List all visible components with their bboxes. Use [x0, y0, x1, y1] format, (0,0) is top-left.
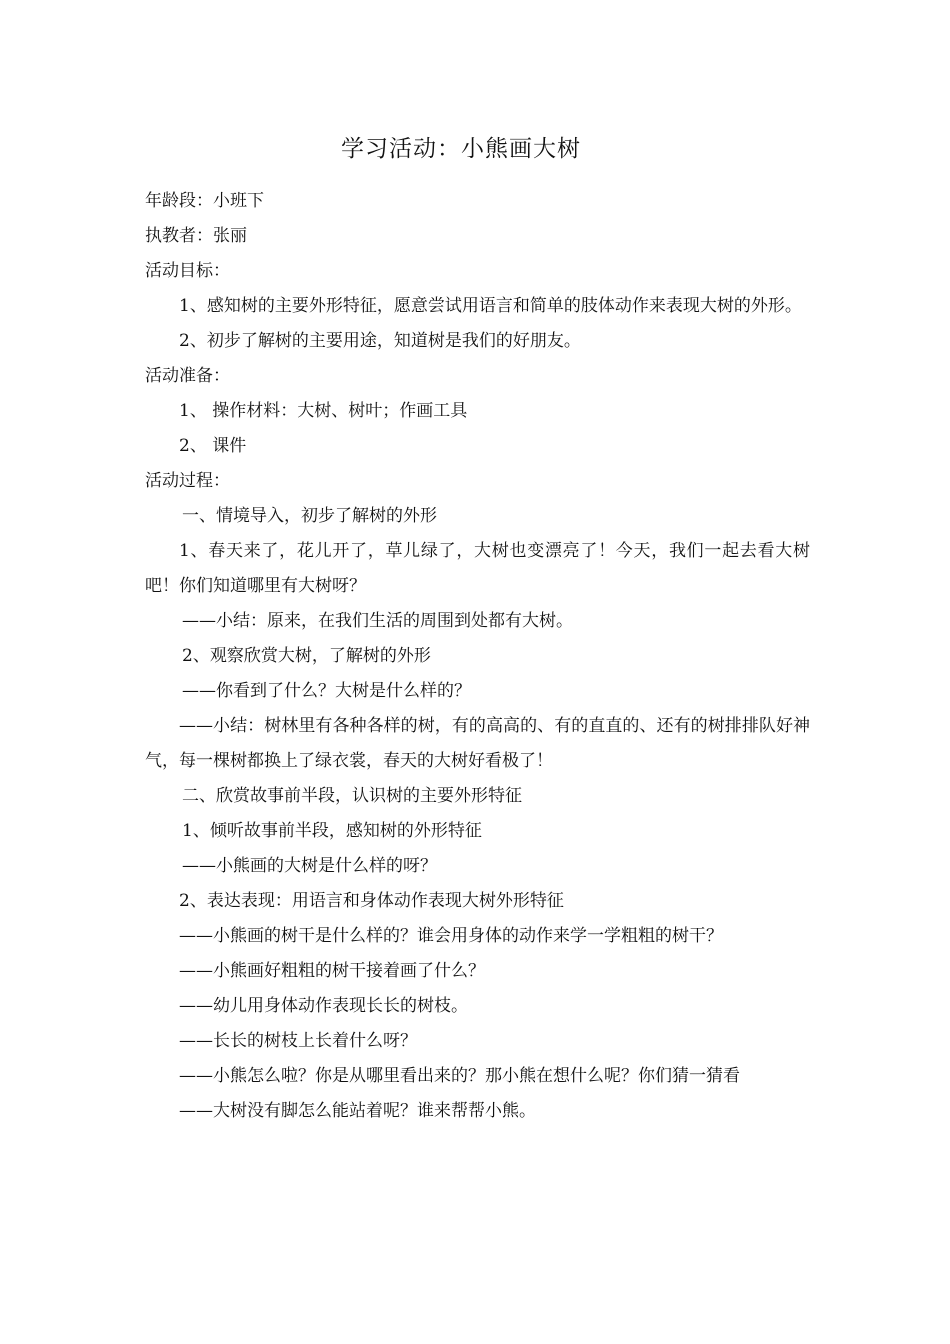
process-s2-paragraph-3: 2、表达表现：用语言和身体动作表现大树外形特征	[179, 891, 564, 911]
process-s2-paragraph-1: 1、倾听故事前半段，感知树的外形特征	[182, 821, 482, 841]
process-s2-paragraph-2: ——小熊画的大树是什么样的呀？	[182, 856, 437, 876]
process-s2-paragraph-9: ——大树没有脚怎么能站着呢？谁来帮帮小熊。	[179, 1101, 536, 1121]
process-s2-paragraph-7: ——长长的树枝上长着什么呀？	[179, 1031, 417, 1051]
process-s2-paragraph-6: ——幼儿用身体动作表现长长的树枝。	[179, 996, 468, 1016]
process-s1-paragraph-2: ——小结：原来，在我们生活的周围到处都有大树。	[182, 611, 573, 631]
process-heading: 活动过程：	[145, 471, 230, 491]
objectives-heading: 活动目标：	[145, 261, 230, 281]
process-s1-paragraph-5: ——小结：树林里有各种各样的树，有的高高的、有的直直的、还有的树排排队好神气，每一棵树都换上了绿衣裳，春天的大树好看极了！	[145, 716, 810, 771]
preparation-item-1: 1、 操作材料：大树、树叶；作画工具	[179, 401, 468, 421]
preparation-heading: 活动准备：	[145, 366, 230, 386]
objective-item-2: 2、初步了解树的主要用途，知道树是我们的好朋友。	[179, 331, 581, 351]
process-section-1-title: 一、情境导入，初步了解树的外形	[182, 506, 437, 526]
age-group-line: 年龄段：小班下	[145, 191, 264, 211]
document-body	[145, 184, 810, 1129]
document-title: 学习活动：小熊画大树	[341, 136, 581, 162]
process-s1-paragraph-3: 2、观察欣赏大树，了解树的外形	[182, 646, 431, 666]
teacher-line: 执教者：张丽	[145, 226, 247, 246]
process-s1-paragraph-4: ——你看到了什么？大树是什么样的？	[182, 681, 471, 701]
process-s1-paragraph-1: 1、春天来了，花儿开了，草儿绿了，大树也变漂亮了！今天，我们一起去看大树吧！你们知道哪里有大树呀？	[145, 541, 810, 596]
process-s2-paragraph-5: ——小熊画好粗粗的树干接着画了什么？	[179, 961, 485, 981]
objective-item-1: 1、感知树的主要外形特征，愿意尝试用语言和简单的肢体动作来表现大树的外形。	[179, 296, 802, 316]
preparation-item-2: 2、 课件	[179, 436, 247, 456]
process-s2-paragraph-8: ——小熊怎么啦？你是从哪里看出来的？那小熊在想什么呢？你们猜一猜看	[179, 1066, 740, 1086]
process-section-2-title: 二、欣赏故事前半段，认识树的主要外形特征	[182, 786, 522, 806]
process-s2-paragraph-4: ——小熊画的树干是什么样的？谁会用身体的动作来学一学粗粗的树干？	[179, 926, 723, 946]
